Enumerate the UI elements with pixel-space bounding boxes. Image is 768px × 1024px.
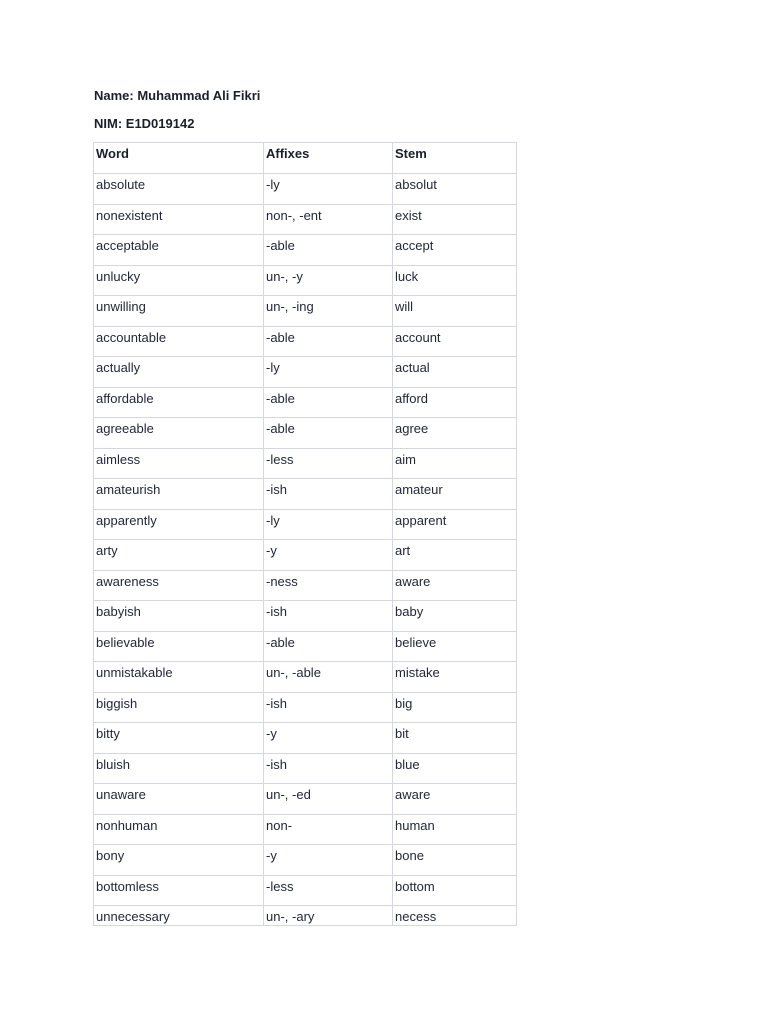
cell-word: bitty (94, 723, 264, 754)
cell-stem: exist (393, 204, 517, 235)
table-row (94, 509, 517, 540)
cell-word: unaware (94, 784, 264, 815)
cell-stem: art (393, 540, 517, 571)
cell-affixes: -ly (264, 174, 393, 205)
table-row (94, 814, 517, 845)
cell-stem: aware (393, 784, 517, 815)
cell-stem: bottom (393, 875, 517, 906)
column-header-stem: Stem (393, 143, 517, 174)
table-row (94, 265, 517, 296)
table-row (94, 326, 517, 357)
column-header-word: Word (94, 143, 264, 174)
cell-affixes: -able (264, 631, 393, 662)
table-row (94, 418, 517, 449)
cell-stem: afford (393, 387, 517, 418)
cell-word: unmistakable (94, 662, 264, 693)
table-row (94, 540, 517, 571)
cell-word: babyish (94, 601, 264, 632)
table-row (94, 387, 517, 418)
table-row (94, 601, 517, 632)
cell-affixes: -less (264, 448, 393, 479)
cell-affixes: un-, -ed (264, 784, 393, 815)
table-row (94, 723, 517, 754)
table-row (94, 570, 517, 601)
student-nim: NIM: E1D019142 (94, 116, 195, 131)
table-row (94, 174, 517, 205)
cell-word: nonhuman (94, 814, 264, 845)
table-row (94, 357, 517, 388)
table-body (94, 174, 517, 926)
cell-word: absolute (94, 174, 264, 205)
cell-word: unlucky (94, 265, 264, 296)
cell-affixes: -ly (264, 509, 393, 540)
table-row (94, 662, 517, 693)
cell-word: bottomless (94, 875, 264, 906)
cell-stem: absolut (393, 174, 517, 205)
cell-affixes: -able (264, 235, 393, 266)
cell-stem: will (393, 296, 517, 327)
cell-stem: aim (393, 448, 517, 479)
cell-word: actually (94, 357, 264, 388)
cell-word: amateurish (94, 479, 264, 510)
cell-stem: mistake (393, 662, 517, 693)
affix-table (93, 142, 517, 926)
cell-stem: blue (393, 753, 517, 784)
cell-affixes: -y (264, 723, 393, 754)
table-row (94, 692, 517, 723)
table-row (94, 875, 517, 906)
cell-affixes: -ish (264, 479, 393, 510)
cell-word: unwilling (94, 296, 264, 327)
table-row (94, 204, 517, 235)
cell-affixes: -ish (264, 753, 393, 784)
cell-word: affordable (94, 387, 264, 418)
cell-stem: baby (393, 601, 517, 632)
cell-affixes: -ish (264, 601, 393, 632)
cell-affixes: non- (264, 814, 393, 845)
cell-stem: necess (393, 906, 517, 926)
cell-affixes: -y (264, 540, 393, 571)
cell-affixes: un-, -y (264, 265, 393, 296)
cell-stem: bit (393, 723, 517, 754)
cell-affixes: -ly (264, 357, 393, 388)
cell-word: arty (94, 540, 264, 571)
cell-word: unnecessary (94, 906, 264, 926)
table-row (94, 448, 517, 479)
cell-stem: accept (393, 235, 517, 266)
table-row (94, 235, 517, 266)
cell-stem: agree (393, 418, 517, 449)
table-row (94, 906, 517, 926)
cell-affixes: -able (264, 326, 393, 357)
cell-affixes: non-, -ent (264, 204, 393, 235)
cell-word: apparently (94, 509, 264, 540)
cell-stem: believe (393, 631, 517, 662)
cell-stem: big (393, 692, 517, 723)
cell-affixes: un-, -ing (264, 296, 393, 327)
cell-affixes: -ish (264, 692, 393, 723)
student-name: Name: Muhammad Ali Fikri (94, 88, 261, 103)
cell-affixes: un-, -able (264, 662, 393, 693)
cell-word: acceptable (94, 235, 264, 266)
table-row (94, 296, 517, 327)
table-row (94, 631, 517, 662)
cell-stem: luck (393, 265, 517, 296)
cell-affixes: -ness (264, 570, 393, 601)
cell-affixes: -able (264, 418, 393, 449)
cell-word: bluish (94, 753, 264, 784)
cell-word: believable (94, 631, 264, 662)
table-row (94, 753, 517, 784)
cell-stem: human (393, 814, 517, 845)
cell-stem: apparent (393, 509, 517, 540)
cell-affixes: -less (264, 875, 393, 906)
cell-affixes: un-, -ary (264, 906, 393, 926)
cell-affixes: -y (264, 845, 393, 876)
cell-word: accountable (94, 326, 264, 357)
table-row (94, 784, 517, 815)
table-row (94, 479, 517, 510)
table-row (94, 845, 517, 876)
cell-stem: aware (393, 570, 517, 601)
column-header-affixes: Affixes (264, 143, 393, 174)
cell-word: aimless (94, 448, 264, 479)
cell-word: biggish (94, 692, 264, 723)
cell-stem: actual (393, 357, 517, 388)
cell-word: bony (94, 845, 264, 876)
cell-word: agreeable (94, 418, 264, 449)
table-header-row (94, 143, 517, 174)
cell-affixes: -able (264, 387, 393, 418)
cell-word: nonexistent (94, 204, 264, 235)
cell-stem: bone (393, 845, 517, 876)
cell-stem: account (393, 326, 517, 357)
cell-word: awareness (94, 570, 264, 601)
cell-stem: amateur (393, 479, 517, 510)
